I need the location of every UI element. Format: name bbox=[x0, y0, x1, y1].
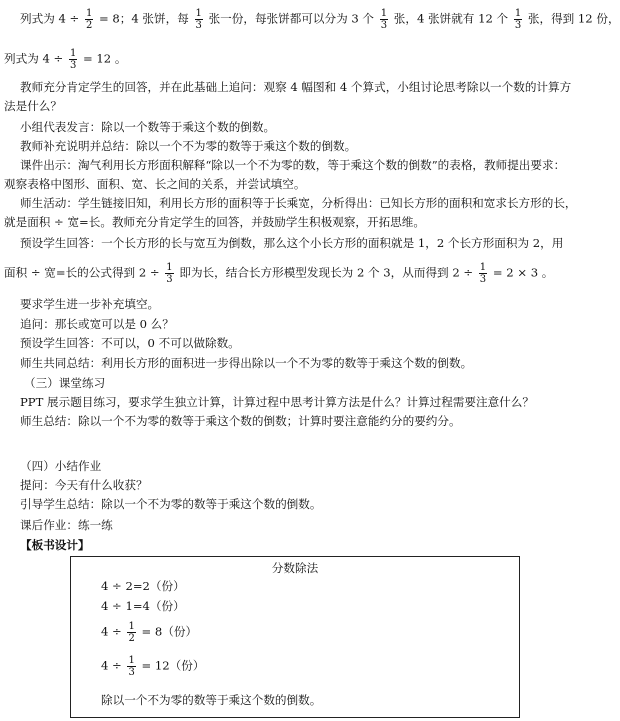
fraction-numerator: 1 bbox=[128, 655, 135, 666]
text-segment: 张，得到 12 份， bbox=[527, 11, 620, 26]
paragraph: 要求学生进一步补充填空。 bbox=[20, 297, 160, 311]
paragraph: 教师充分肯定学生的回答，并在此基础上追问：观察 4 幅图和 4 个算式，小组讨论思考除以一个数的计算方 bbox=[20, 80, 572, 94]
fraction-denominator: 2 bbox=[85, 20, 93, 31]
fraction-numerator: 1 bbox=[85, 8, 93, 19]
text-line bbox=[4, 48, 126, 71]
paragraph: 师生总结：除以一个不为零的数等于乘这个数的倒数；计算时要注意能约分的要约分。 bbox=[20, 414, 461, 428]
fraction-denominator: 3 bbox=[128, 667, 135, 678]
text-segment: = 12（份） bbox=[141, 658, 205, 673]
fraction-numerator: 1 bbox=[514, 8, 522, 19]
text-segment: 即为长，结合长方形模型发现长为 2 个 3，从而得到 2 ÷ bbox=[179, 265, 474, 280]
fraction-denominator: 3 bbox=[380, 20, 388, 31]
fraction-numerator: 1 bbox=[380, 8, 388, 19]
paragraph: 小组代表发言：除以一个数等于乘这个数的倒数。 bbox=[20, 120, 276, 134]
fraction-numerator: 1 bbox=[195, 8, 202, 19]
fraction-numerator: 1 bbox=[128, 621, 135, 632]
fraction bbox=[69, 48, 77, 71]
text-segment: 面积 ÷ 宽=长的公式得到 2 ÷ bbox=[4, 265, 160, 280]
section-heading: 【板书设计】 bbox=[20, 538, 90, 552]
fraction-denominator: 3 bbox=[479, 274, 487, 285]
section-heading: （三）课堂练习 bbox=[24, 376, 106, 390]
text-segment: 列式为 4 ÷ bbox=[4, 51, 64, 66]
board-line: 4 ÷ 2=2（份） bbox=[101, 579, 185, 593]
fraction bbox=[165, 262, 173, 285]
text-segment: = 2 × 3 。 bbox=[492, 265, 554, 280]
paragraph: 法是什么？ bbox=[4, 99, 62, 113]
fraction-denominator: 3 bbox=[69, 60, 77, 71]
paragraph: 课件出示：淘气利用长方形面积解释“除以一个不为零的数，等于乘这个数的倒数”的表格，教师提出要求： bbox=[20, 158, 566, 172]
fraction-numerator: 1 bbox=[479, 262, 487, 273]
text-segment: = 8（份） bbox=[141, 624, 198, 639]
text-segment: 张，4 张饼就有 12 个 bbox=[393, 11, 509, 26]
text-segment: = 8；4 张饼，每 bbox=[99, 11, 189, 26]
paragraph: 师生活动：学生链接旧知，利用长方形的面积等于长乘宽，分析得出：已知长方形的面积和宽求长方形的长， bbox=[20, 196, 577, 210]
fraction-denominator: 3 bbox=[166, 274, 173, 285]
fraction bbox=[127, 621, 135, 644]
paragraph: 就是面积 ÷ 宽=长。教师充分肯定学生的回答，并鼓励学生积极观察，开拓思维。 bbox=[4, 215, 425, 229]
fraction-denominator: 2 bbox=[128, 633, 135, 644]
paragraph: 师生共同总结：利用长方形的面积进一步得出除以一个不为零的数等于乘这个数的倒数。 bbox=[20, 356, 473, 370]
fraction bbox=[514, 8, 522, 31]
text-segment: 列式为 4 ÷ bbox=[20, 11, 80, 26]
fraction bbox=[380, 8, 388, 31]
fraction bbox=[85, 8, 93, 31]
fraction bbox=[479, 262, 487, 285]
blackboard-design-box bbox=[70, 556, 520, 718]
fraction-denominator: 3 bbox=[195, 20, 202, 31]
board-line: 4 ÷ 1=4（份） bbox=[101, 599, 185, 613]
paragraph: 课后作业：练一练 bbox=[20, 518, 113, 532]
text-segment: = 12 。 bbox=[83, 51, 127, 66]
paragraph: 引导学生总结：除以一个不为零的数等于乘这个数的倒数。 bbox=[20, 497, 322, 511]
paragraph: PPT 展示题目练习，要求学生独立计算，计算过程中思考计算方法是什么？计算过程需要注意什么？ bbox=[20, 395, 534, 409]
text-line bbox=[20, 8, 620, 31]
fraction-numerator: 1 bbox=[166, 262, 173, 273]
paragraph: 教师补充说明并总结：除以一个不为零的数等于乘这个数的倒数。 bbox=[20, 139, 357, 153]
paragraph: 预设学生回答：不可以，0 不可以做除数。 bbox=[20, 336, 240, 350]
board-title: 分数除法 bbox=[271, 561, 319, 575]
paragraph: 观察表格中图形、面积、宽、长之间的关系，并尝试填空。 bbox=[4, 177, 306, 191]
section-heading: （四）小结作业 bbox=[20, 459, 102, 473]
paragraph: 提问：今天有什么收获？ bbox=[20, 478, 148, 492]
fraction bbox=[127, 655, 135, 678]
board-conclusion: 除以一个不为零的数等于乘这个数的倒数。 bbox=[101, 693, 322, 707]
paragraph: 追问：那长或宽可以是 0 么？ bbox=[20, 317, 174, 331]
text-line bbox=[4, 262, 553, 285]
text-segment: 4 ÷ bbox=[101, 658, 122, 673]
board-line bbox=[101, 621, 197, 644]
fraction-denominator: 3 bbox=[514, 20, 522, 31]
text-segment: 张一份，每张饼都可以分为 3 个 bbox=[208, 11, 375, 26]
paragraph: 预设学生回答：一个长方形的长与宽互为倒数，那么这个小长方形的面积就是 1，2 个长方形面积为 2，用 bbox=[20, 236, 564, 250]
text-segment: 4 ÷ bbox=[101, 624, 122, 639]
fraction bbox=[195, 8, 203, 31]
board-line bbox=[101, 655, 204, 678]
fraction-numerator: 1 bbox=[69, 48, 77, 59]
